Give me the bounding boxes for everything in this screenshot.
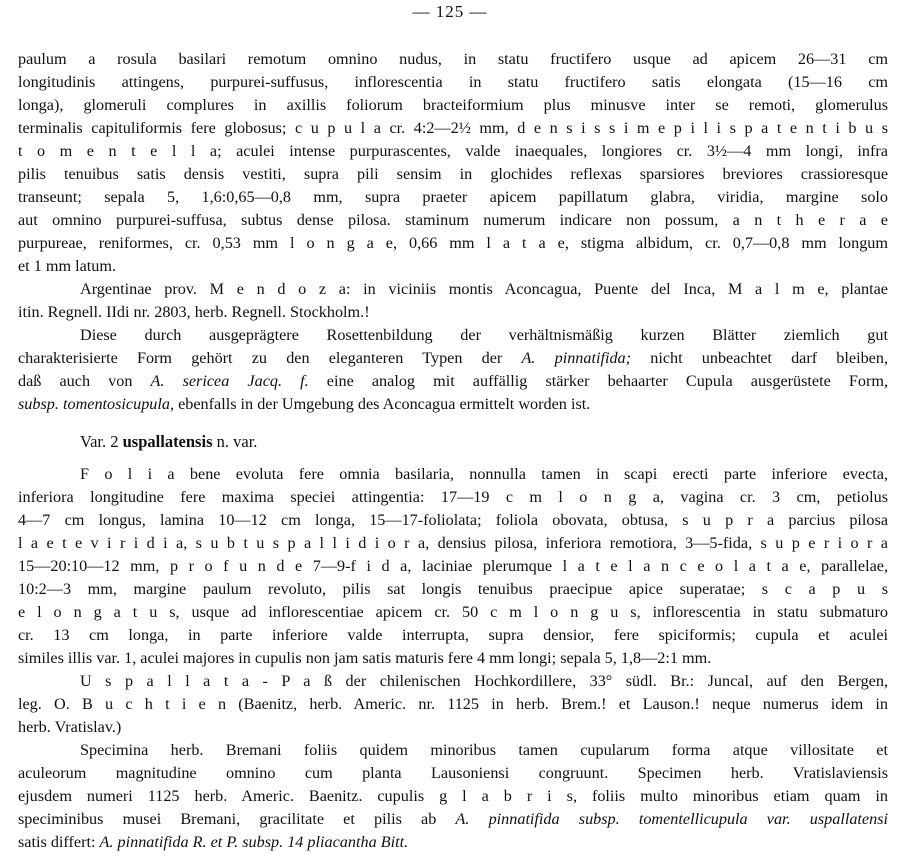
text-line [18, 647, 888, 670]
text-line [18, 624, 888, 647]
text-line [18, 463, 888, 486]
text-segment: purpureae, reniformes, cr. 0,53 mm l o n g a e, 0,66 mm l a t a e, stigma albidum, cr. 0,7—0,8 mm longum [18, 234, 888, 252]
italic-text: A. pinnatifida subsp. tomentellicupula var. uspallatensi [455, 810, 888, 828]
text-line [18, 140, 888, 163]
text-line [18, 209, 888, 232]
text-line [18, 94, 888, 117]
variety-heading-prefix: Var. 2 [80, 432, 123, 451]
text-segment: U s p a l l a t a - P a ß der chilenischen Hochkordillere, 33° südl. Br.: Juncal, auf den Bergen, [80, 672, 888, 690]
text-line [18, 693, 888, 716]
text-line [18, 232, 888, 255]
text-line [18, 324, 888, 347]
text-segment: aut omnino purpurei-suffusa, subtus dense pilosa. staminum numerum indicare non possum, a n t h e r a e [18, 211, 888, 229]
text-line [18, 301, 888, 324]
text-line [18, 393, 888, 416]
variety-heading-suffix: n. var. [212, 432, 258, 451]
text-line [18, 762, 888, 785]
text-segment: terminalis capituliformis fere globosus; c u p u l a cr. 4:2—2½ mm, d e n s i s s i m e p i l i s p a t e n t i b u s [18, 119, 888, 137]
text-line [18, 370, 888, 393]
text-line [18, 716, 888, 739]
text-segment: e l o n g a t u s, usque ad inflorescentiae apicem cr. 50 c m l o n g u s, inflorescentia in statu submaturo [18, 603, 888, 621]
text-segment: satis differt: [18, 833, 100, 851]
text-segment: pilis tenuibus satis densis vestiti, supra pili sensim in glochides reflexas sparsiores breviores crassioresque [18, 165, 888, 183]
paragraph [18, 670, 888, 739]
description-section [18, 48, 888, 416]
text-line [18, 163, 888, 186]
text-segment: speciminibus musei Bremani, gracilitate et pilis ab [18, 810, 456, 828]
text-line [18, 509, 888, 532]
text-line [18, 831, 888, 854]
text-segment: daß auch von [18, 372, 151, 390]
page-number: — 125 — [412, 2, 488, 21]
italic-text: subsp. tomentosicupula, [18, 395, 175, 413]
text-line [18, 255, 888, 278]
text-line [18, 48, 888, 71]
text-segment: F o l i a bene evoluta fere omnia basilaria, nonnulla tamen in scapi erecti parte inferiore evecta, [80, 465, 888, 483]
text-line [18, 486, 888, 509]
paragraph [18, 739, 888, 854]
text-segment: Diese durch ausgeprägtere Rosettenbildung der verhältnismäßig kurzen Blätter ziemlich gut [80, 326, 888, 344]
text-segment: 10:2—3 mm, margine paulum revoluto, pilis sat longis tenuibus praecipue apice superatae; s c a p u s [18, 580, 888, 598]
text-segment: transeunt; sepala 5, 1,6:0,65—0,8 mm, supra praeter apicem papillatum glabra, viridia, margine solo [18, 188, 888, 206]
text-segment: l a e t e v i r i d i a, s u b t u s p a l l i d i o r a, densius pilosa, inferiora remotiora, 3—5-fida, s u p e r i o r a [18, 534, 888, 552]
variety-name: uspallatensis [122, 432, 213, 451]
text-line [18, 117, 888, 140]
text-segment: longa), glomeruli complures in axillis foliorum bracteiformium plus minusve inter se remoti, glomerulus [18, 96, 888, 114]
variety-description-section [18, 463, 888, 854]
text-line [18, 578, 888, 601]
text-line [18, 71, 888, 94]
page-body [18, 48, 888, 854]
text-segment: longitudinis attingens, purpurei-suffusus, inflorescentia in statu fructifero satis elongata (15—16 cm [18, 73, 888, 91]
text-segment: t o m e n t e l l a; aculei intense purpurascentes, valde inaequales, longiores cr. 3½—4 mm longi, infra [18, 142, 888, 160]
text-segment: leg. O. B u c h t i e n (Baenitz, herb. Americ. nr. 1125 in herb. Brem.! et Lauson.! neque numerus idem in [18, 695, 888, 713]
paragraph [18, 463, 888, 670]
text-line [18, 347, 888, 370]
text-line [18, 785, 888, 808]
italic-text: A. pinnatifida R. et P. subsp. 14 pliacantha Bitt. [99, 833, 409, 851]
text-segment: similes illis var. 1, aculei majores in cupulis non jam satis maturis fere 4 mm longi; sepala 5, 1,8—2:1 mm. [18, 649, 712, 667]
paragraph [18, 278, 888, 324]
text-segment: ebenfalls in der Umgebung des Aconcagua ermittelt worden ist. [174, 395, 591, 413]
text-segment: Argentinae prov. M e n d o z a: in viciniis montis Aconcagua, Puente del Inca, M a l m e, plantae [80, 280, 888, 298]
text-segment: itin. Regnell. IIdi nr. 2803, herb. Regnell. Stockholm.! [18, 303, 370, 321]
text-segment: charakterisierte Form gehört zu den eleganteren Typen der [18, 349, 522, 367]
text-segment: Specimina herb. Bremani foliis quidem minoribus tamen cupularum forma atque villositate et [80, 741, 888, 759]
text-line [18, 186, 888, 209]
variety-heading [80, 430, 888, 453]
text-segment: nicht unbeachtet darf bleiben, [631, 349, 888, 367]
text-line [18, 601, 888, 624]
text-line [18, 532, 888, 555]
text-segment: cr. 13 cm longa, in parte inferiore valde interrupta, supra densior, fere spiciformis; cupula et aculei [18, 626, 888, 644]
text-segment: ejusdem numeri 1125 herb. Americ. Baenitz. cupulis g l a b r i s, foliis multo minoribus etiam quam in [18, 787, 888, 805]
text-segment: paulum a rosula basilari remotum omnino nudus, in statu fructifero usque ad apicem 26—31 cm [18, 50, 888, 68]
text-line [18, 555, 888, 578]
text-line [18, 739, 888, 762]
italic-text: A. pinnatifida; [521, 349, 632, 367]
text-segment: 4—7 cm longus, lamina 10—12 cm longa, 15—17-foliolata; foliola obovata, obtusa, s u p r a parcius pilosa [18, 511, 888, 529]
text-segment: 15—20:10—12 mm, p r o f u n d e 7—9-f i d a, laciniae plerumque l a t e l a n c e o l a t a e, parallelae, [18, 557, 888, 575]
text-segment: herb. Vratislav.) [18, 718, 122, 736]
text-segment: aculeorum magnitudine omnino cum planta Lausoniensi congruunt. Specimen herb. Vratislaviensis [18, 764, 888, 782]
italic-text: A. sericea Jacq. f. [150, 372, 309, 390]
text-line [18, 278, 888, 301]
text-line [18, 670, 888, 693]
paragraph [18, 324, 888, 416]
text-segment: et 1 mm latum. [18, 257, 117, 275]
text-segment: inferiora longitudine fere maxima speciei attingentia: 17—19 c m l o n g a, vagina cr. 3 cm, petiolus [18, 488, 888, 506]
text-line [18, 808, 888, 831]
text-segment: eine analog mit auffällig stärker behaarter Cupula ausgerüstete Form, [308, 372, 888, 390]
paragraph [18, 48, 888, 278]
